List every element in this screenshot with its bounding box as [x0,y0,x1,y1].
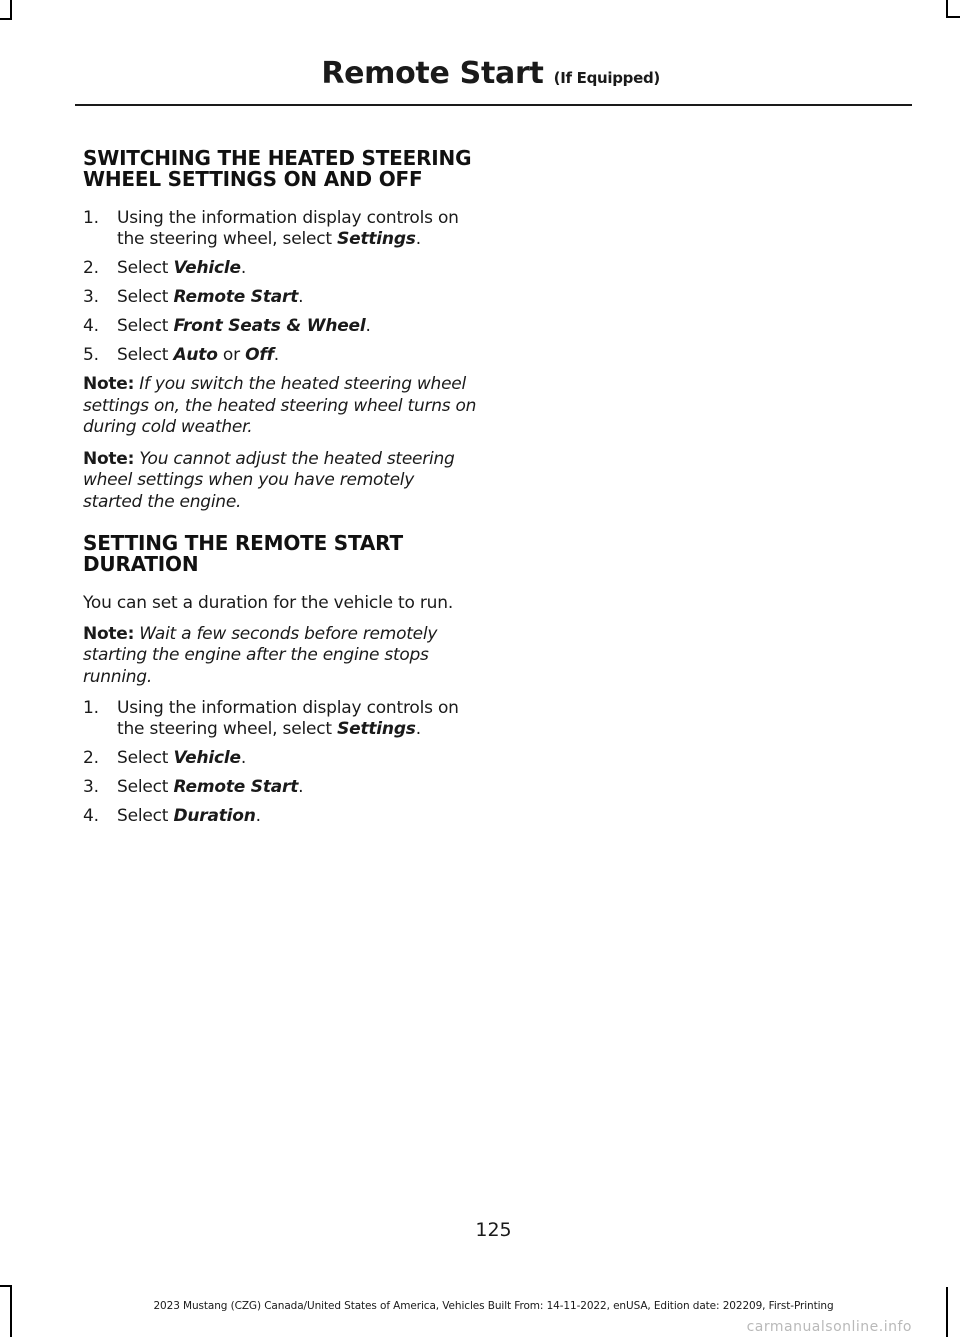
content-column [83,148,478,835]
page-number: 125 [475,1219,512,1241]
step-text: Select [117,258,174,278]
step-text: Select [117,777,174,797]
header-title-text: Remote Start [321,56,544,91]
note-label: Note: [83,623,135,644]
step-punct: . [415,229,421,249]
header-title-suffix: (If Equipped) [553,69,660,87]
list-item [83,748,478,769]
step-number: 3. [83,287,99,307]
step-text: Select [117,748,174,768]
menu-option: Settings [337,229,416,249]
note [83,449,478,514]
intro-paragraph: You can set a duration for the vehicle to run. [83,593,454,613]
crop-mark [0,1285,12,1287]
menu-option: Front Seats & Wheel [173,316,366,336]
list-item [83,316,478,337]
section-duration [83,533,478,827]
menu-option: Vehicle [173,748,241,768]
step-text: Using the information display controls on the steering wheel, select [117,698,459,739]
note-text: Wait a few seconds before remotely starting the engine after the engine stops running. [83,623,438,687]
steps-list [83,698,478,827]
step-text: Select [117,316,174,336]
step-number: 2. [83,258,99,278]
list-item [83,806,478,827]
crop-mark [0,18,12,20]
list-item [83,258,478,279]
step-punct: . [240,748,247,768]
section-heading: SWITCHING THE HEATED STEERING WHEEL SETTINGS ON AND OFF [83,146,472,191]
menu-option: Duration [173,806,256,826]
step-punct: . [240,258,247,278]
note-label: Note: [83,448,135,469]
list-item [83,777,478,798]
crop-mark [946,16,960,18]
step-number: 5. [83,345,99,365]
step-text: Select [117,345,174,365]
menu-option: Off [245,345,274,365]
menu-option: Settings [337,719,416,739]
list-item [83,345,478,366]
list-item [83,287,478,308]
section-heading: SETTING THE REMOTE START DURATION [83,531,403,576]
page-header-title [321,56,660,91]
step-number: 1. [83,208,99,228]
step-text: Select [117,806,174,826]
list-item [83,208,478,250]
step-punct: . [298,287,304,307]
note-text: You cannot adjust the heated steering wheel settings when you have remotely started the engine. [83,448,455,512]
crop-mark [10,0,12,20]
step-punct: . [365,316,371,336]
step-number: 4. [83,316,99,336]
menu-option: Auto [173,345,218,365]
step-text: Select [117,287,174,307]
header-rule [75,104,912,106]
step-punct: . [255,806,261,826]
step-number: 1. [83,698,99,718]
step-punct: . [273,345,279,365]
watermark: carmanualsonline.info [746,1319,912,1335]
step-text: or [217,345,246,365]
menu-option: Remote Start [173,777,299,797]
note-text: If you switch the heated steering wheel settings on, the heated steering wheel turns on during cold weather. [83,374,477,437]
note-label: Note: [83,374,135,394]
crop-mark [946,1287,948,1337]
note [83,624,478,689]
step-punct: . [298,777,304,797]
menu-option: Remote Start [173,287,299,307]
list-item [83,698,478,740]
menu-option: Vehicle [173,258,241,278]
step-number: 4. [83,806,99,826]
note [83,374,478,439]
step-text: Using the information display controls on the steering wheel, select [117,208,459,249]
step-number: 2. [83,748,99,768]
steps-list [83,208,478,366]
step-number: 3. [83,777,99,797]
step-punct: . [415,719,421,739]
edition-footer: 2023 Mustang (CZG) Canada/United States of America, Vehicles Built From: 14-11-2022, enUSA, Edition date: 202209, First-Printing [153,1300,834,1312]
